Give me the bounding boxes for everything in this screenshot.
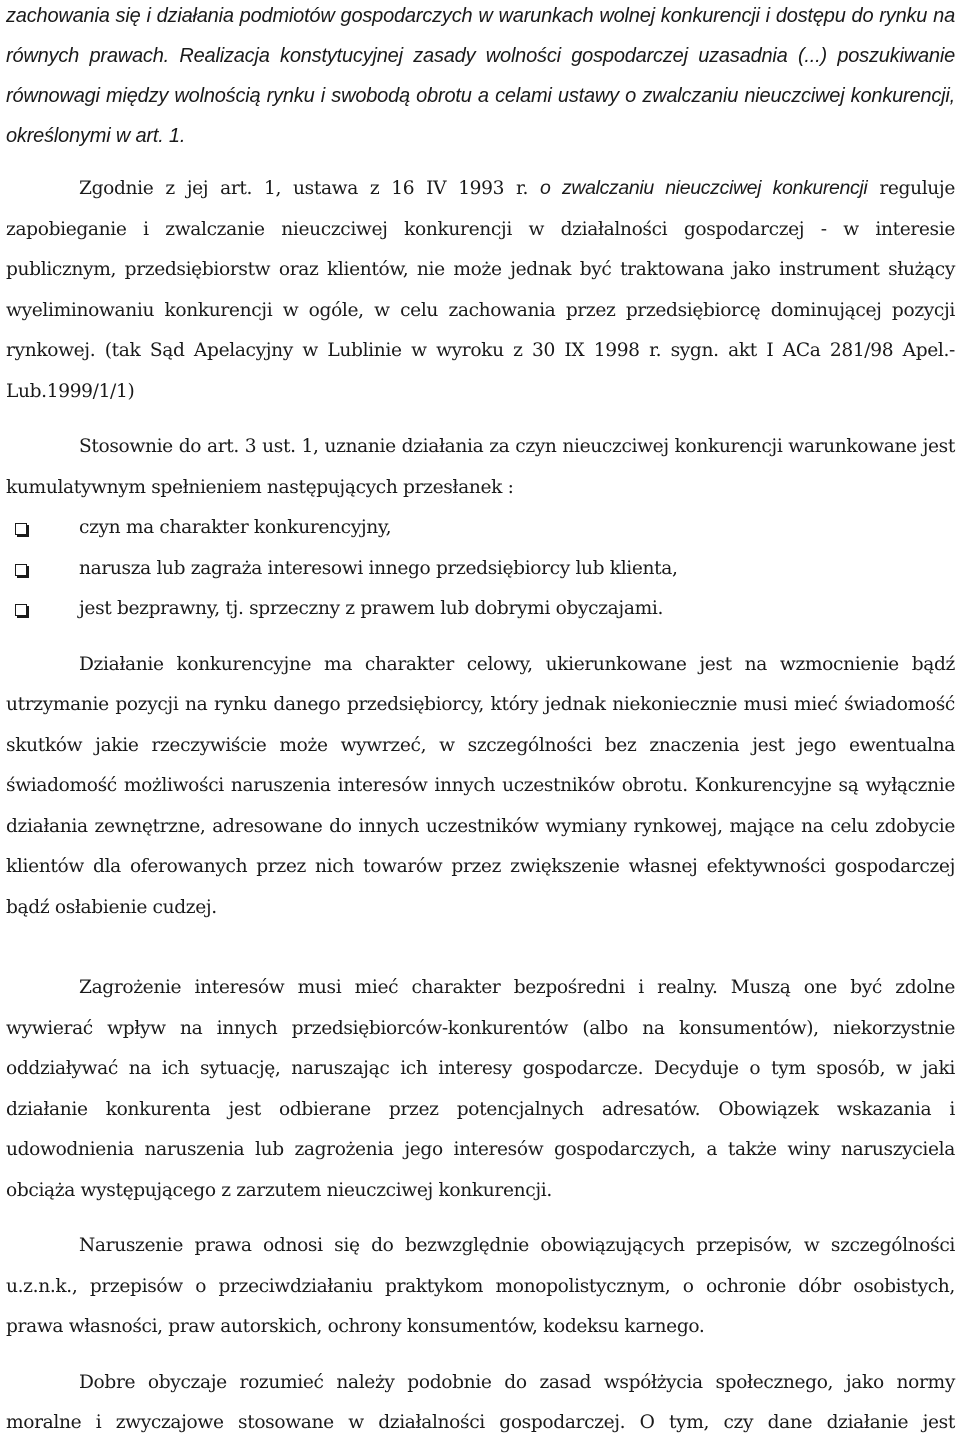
checkbox-bullet-icon bbox=[15, 523, 27, 535]
list-item bbox=[6, 589, 955, 630]
list-item-text: jest bezprawny, tj. sprzeczny z prawem lub dobrymi obyczajami. bbox=[79, 598, 664, 619]
document-page bbox=[6, 0, 955, 1444]
checkbox-bullet-icon bbox=[15, 564, 27, 576]
paragraph-art-3: Stosownie do art. 3 ust. 1, uznanie działania za czyn nieuczciwej konkurencji warunkowane jest kumulatywnym spełnieniem następujących przesłanek : bbox=[6, 436, 955, 498]
list-item bbox=[6, 508, 955, 549]
paragraph-art-1-rest: reguluje zapobieganie i zwalczanie nieuczciwej konkurencji w działalności gospodarczej - w interesie publicznym, przedsiębiorstw oraz klientów, nie może jednak być traktowana jako instrument służący wyeliminowaniu konkurencji w ogóle, w celu zachowania przez przedsiębiorcę dominującej pozycji rynkowej. (tak Sąd Apelacyjny w Lublinie w wyroku z 30 IX 1998 r. sygn. akt I ACa 281/98 Apel.-Lub.1999/1/1) bbox=[6, 178, 955, 402]
list-item-text: narusza lub zagraża interesowi innego przedsiębiorcy lub klienta, bbox=[79, 557, 678, 579]
paragraph-good-customs: Dobre obyczaje rozumieć należy podobnie do zasad współżycia społecznego, jako normy moralne i zwyczajowe stosowane w działalności gospodarczej. O tym, czy dane działanie jest bbox=[6, 1371, 955, 1433]
paragraph-competitive-action: Działanie konkurencyjne ma charakter celowy, ukierunkowane jest na wzmocnienie bądź utrzymanie pozycji na rynku danego przedsiębiorcy, który jednak niekoniecznie musi mieć świadomość skutków jakie rzeczywiście może wywrzeć, w szczególności bez znaczenia jest jego ewentualna świadomość możliwości naruszenia interesów innych uczestników obrotu. Konkurencyjne są wyłącznie działania zewnętrzne, adresowane do innych uczestników wymiany rynkowej, mające na celu zdobycie klientów dla oferowanych przez nich towarów przez zwiększenie własnej efektywności gospodarczej bądź osłabienie cudzej. bbox=[6, 653, 955, 918]
paragraph-threat: Zagrożenie interesów musi mieć charakter bezpośredni i realny. Muszą one być zdolne wywierać wpływ na innych przedsiębiorców-konkurentów (albo na konsumentów), niekorzystnie oddziaływać na ich sytuację, naruszając ich interesy gospodarcze. Decyduje o tym sposób, w jaki działanie konkurenta jest odbierane przez potencjalnych adresatów. Obowiązek wskazania i udowodnienia naruszenia lub zagrożenia jego interesów gospodarczych, a także winy naruszyciela obciąża występującego z zarzutem nieuczciwej konkurencji. bbox=[6, 977, 955, 1201]
premises-list bbox=[6, 508, 955, 630]
list-item bbox=[6, 549, 955, 590]
paragraph-art-1 bbox=[6, 168, 955, 412]
checkbox-bullet-icon bbox=[15, 604, 27, 616]
act-title-italic: o zwalczaniu nieuczciwej konkurencji bbox=[540, 177, 868, 199]
list-item-text: czyn ma charakter konkurencyjny, bbox=[79, 517, 392, 538]
quote-paragraph: zachowania się i działania podmiotów gospodarczych w warunkach wolnej konkurencji i dostępu do rynku na równych prawach. Realizacja konstytucyjnej zasady wolności gospodarczej uzasadnia (...) poszukiwanie równowagi między wolnością rynku i swobodą obrotu a celami ustawy o zwalczaniu nieuczciwej konkurencji, określonymi w art. 1. bbox=[6, 5, 955, 147]
paragraph-art-1-lead: Zgodnie z jej art. 1, ustawa z 16 IV 1993 r. bbox=[79, 178, 541, 199]
paragraph-law-violation: Naruszenie prawa odnosi się do bezwzględnie obowiązujących przepisów, w szczególności u.z.n.k., przepisów o przeciwdziałaniu praktykom monopolistycznym, o ochronie dóbr osobistych, prawa własności, praw autorskich, ochrony konsumentów, kodeksu karnego. bbox=[6, 1235, 955, 1337]
